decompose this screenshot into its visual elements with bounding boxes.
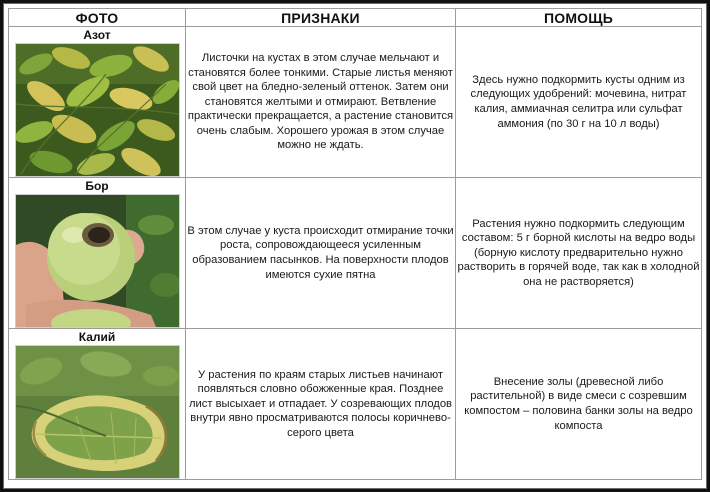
signs-text: В этом случае у куста происходит отмирание точки роста, сопровождающееся усиленным образованием пасынков. На поверхности плодов имеются сухие пятна bbox=[187, 224, 454, 281]
table-row bbox=[9, 27, 702, 178]
tomato-leaves-nitrogen-deficiency-photo bbox=[15, 43, 180, 177]
photo-cell bbox=[9, 27, 186, 178]
photo-cell bbox=[9, 178, 186, 329]
header-signs: ПРИЗНАКИ bbox=[186, 9, 456, 27]
nutrient-name: Калий bbox=[78, 330, 116, 344]
tomato-fruit-boron-deficiency-photo bbox=[15, 194, 180, 328]
table-row bbox=[9, 178, 702, 329]
nutrient-name: Бор bbox=[85, 179, 109, 193]
signs-text: У растения по краям старых листьев начинают появляться словно обожженные края. Позднее лист высыхает и отпадает. У созревающих плодов внутри явно просматриваются полосы коричнево-серого цвета bbox=[188, 368, 452, 439]
help-cell bbox=[456, 178, 702, 329]
signs-cell bbox=[186, 178, 456, 329]
help-text: Здесь нужно подкормить кусты одним из следующих удобрений: мочевина, нитрат калия, аммиачная селитра или сульфат аммония (по 30 г на 10 л воды) bbox=[470, 73, 687, 130]
help-cell bbox=[456, 329, 702, 480]
signs-cell bbox=[186, 27, 456, 178]
nutrient-name: Азот bbox=[83, 28, 111, 42]
photo-cell bbox=[9, 329, 186, 480]
help-cell bbox=[456, 27, 702, 178]
help-text: Растения нужно подкормить следующим составом: 5 г борной кислоты на ведро воды (борную кислоту предварительно нужно растворить в горячей воде, так как в холодной она не растворяется) bbox=[457, 217, 700, 288]
header-help: ПОМОЩЬ bbox=[456, 9, 702, 27]
signs-cell bbox=[186, 329, 456, 480]
signs-text: Листочки на кустах в этом случае мельчают и становятся более тонкими. Старые листья меняют свой цвет на бледно-зеленый оттенок. Затем они становятся желтыми и отмирают. Ветвление практически прекращается, а растение становится очень слабым. Хорошего урожая в этом случае можно не ждать. bbox=[187, 51, 454, 152]
table-header-row bbox=[9, 9, 702, 27]
tomato-leaf-potassium-deficiency-photo bbox=[15, 345, 180, 479]
table-row bbox=[9, 329, 702, 480]
deficiency-table bbox=[8, 8, 702, 480]
header-photo: ФОТО bbox=[9, 9, 186, 27]
help-text: Внесение золы (древесной либо растительной) в виде смеси с созревшим компостом – половина банки золы на ведро компоста bbox=[464, 375, 693, 432]
